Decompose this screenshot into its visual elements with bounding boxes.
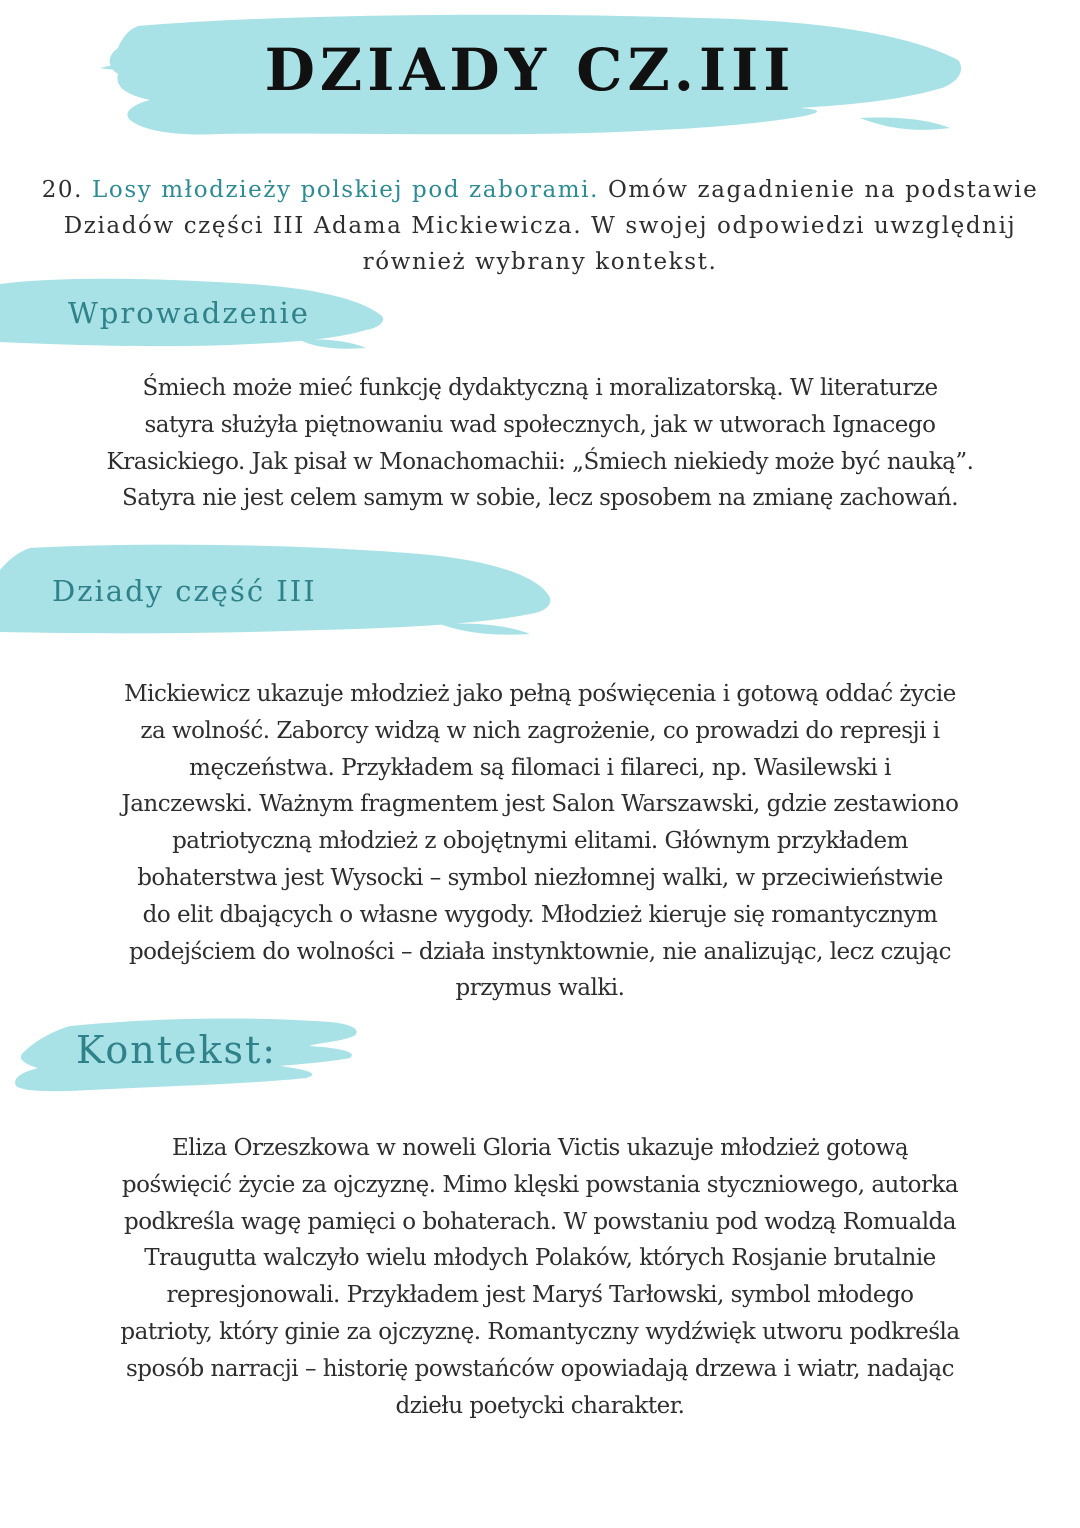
dziady-line: za wolność. Zaborcy widzą w nich zagrożenie, co prowadzi do represji i bbox=[140, 717, 940, 744]
question-topic: Losy młodzieży polskiej pod zaborami. bbox=[92, 177, 600, 203]
question-number: 20. bbox=[41, 177, 84, 203]
dziady-line: Janczewski. Ważnym fragmentem jest Salon Warszawski, gdzie zestawiono bbox=[121, 791, 959, 818]
dziady-line: patriotyczną młodzież z obojętnymi elitami. Głównym przykładem bbox=[172, 828, 908, 855]
kontekst-line: Eliza Orzeszkowa w noweli Gloria Victis ukazuje młodzież gotową bbox=[171, 1135, 909, 1161]
dziady-line: do elit dbających o własne wygody. Młodzież kieruje się romantycznym bbox=[142, 901, 938, 928]
kontekst-line: Traugutta walczyło wielu młodych Polaków, których Rosjanie brutalnie bbox=[144, 1245, 936, 1272]
intro-heading: Wprowadzenie bbox=[68, 296, 310, 330]
intro-line: Satyra nie jest celem samym w sobie, lecz sposobem na zmianę zachowań. bbox=[121, 485, 959, 512]
dziady-line: męczeństwa. Przykładem są filomaci i filareci, np. Wasilewski i bbox=[189, 754, 891, 781]
intro-paragraph bbox=[0, 370, 1080, 517]
question-line2: Dziadów części III Adama Mickiewicza. W swojej odpowiedzi uwzględnij bbox=[63, 213, 1017, 239]
dziady-line: bohaterstwa jest Wysocki – symbol niezłomnej walki, w przeciwieństwie bbox=[137, 864, 943, 891]
kontekst-line: dziełu poetycki charakter. bbox=[395, 1392, 685, 1419]
intro-line: satyra służyła piętnowaniu wad społecznych, jak w utworach Ignacego bbox=[144, 411, 936, 438]
page-title: DZIADY CZ.III bbox=[264, 36, 796, 104]
dziady-line: przymus walki. bbox=[455, 975, 625, 1002]
question-line1-rest: Omów zagadnienie na podstawie bbox=[607, 177, 1039, 203]
kontekst-line: sposób narracji – historię powstańców opowiadają drzewa i wiatr, nadając bbox=[125, 1355, 955, 1382]
kontekst-paragraph bbox=[0, 1130, 1080, 1424]
kontekst-line: patrioty, który ginie za ojczyznę. Romantyczny wydźwięk utworu podkreśla bbox=[120, 1318, 960, 1345]
kontekst-heading: Kontekst: bbox=[76, 1028, 278, 1072]
dziady-line: podejściem do wolności – działa instynktownie, nie analizując, lecz czując bbox=[128, 938, 952, 965]
kontekst-line: poświęcić życie za ojczyznę. Mimo klęski powstania styczniowego, autorka bbox=[121, 1171, 959, 1198]
kontekst-line: represjonowali. Przykładem jest Maryś Tarłowski, symbol młodego bbox=[166, 1282, 914, 1309]
exam-question bbox=[10, 172, 1070, 280]
dziady-heading: Dziady część III bbox=[52, 574, 317, 608]
intro-line: Krasickiego. Jak pisał w Monachomachii: „Śmiech niekiedy może być nauką”. bbox=[106, 448, 974, 475]
dziady-line: Mickiewicz ukazuje młodzież jako pełną poświęcenia i gotową oddać życie bbox=[124, 681, 956, 707]
question-line3: również wybrany kontekst. bbox=[362, 249, 718, 275]
dziady-paragraph bbox=[0, 676, 1080, 1007]
intro-line: Śmiech może mieć funkcję dydaktyczną i moralizatorską. W literaturze bbox=[142, 375, 938, 401]
kontekst-line: podkreśla wagę pamięci o bohaterach. W powstaniu pod wodzą Romualda bbox=[123, 1208, 956, 1235]
